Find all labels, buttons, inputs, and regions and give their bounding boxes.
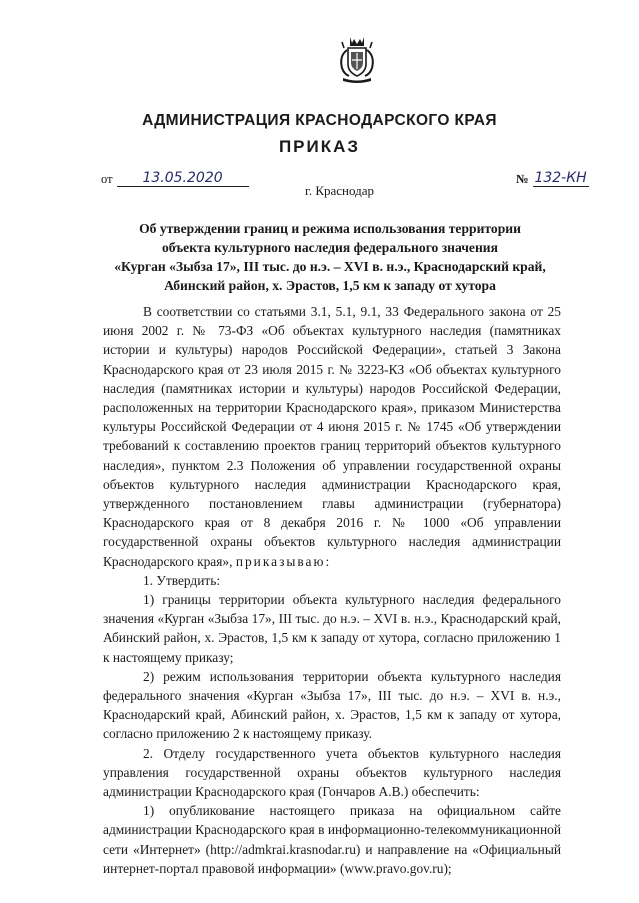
document-body	[103, 302, 561, 878]
preamble-text: В соответствии со статьями 3.1, 5.1, 9.1, 33 Федерального закона от 25 июня 2002 г. № 73-ФЗ «Об объектах культурного наследия (памятниках истории и культуры) народов Российской Федерации», статьей 3 Закона Краснодарского края от 23 июля 2015 г. № 3223-КЗ «Об объектах культурного наследия (памятниках истории и культуры) народов Российской Федерации, расположенных на территории Краснодарского края», приказом Министерства культуры Российской Федерации от 4 июня 2015 г. № 1745 «Об утверждении требований к составлению проектов границ территорий объектов культурного наследия», пунктом 2.3 Положения об управлении государственной охраны объектов культурного наследия администрации Краснодарского края, утвержденного постановлением главы администрации (губернатора) Краснодарского края от 8 декабря 2016 г. № 1000 «Об управлении государственной охраны объектов культурного наследия администрации Краснодарского края»,	[103, 304, 561, 569]
number-label: №	[516, 172, 529, 186]
title-line: объекта культурного наследия федерального значения	[162, 240, 498, 255]
title-line: Об утверждении границ и режима использования территории	[139, 221, 521, 236]
coat-of-arms-icon	[335, 34, 379, 84]
order-word: приказываю:	[235, 553, 332, 569]
clause-1-1: 1) границы территории объекта культурного наследия федерального значения «Курган «Зыбза 17», III тыс. до н.э. – XVI в. н.э., Краснодарский край, Абинский район, х. Эрастов, 1,5 км к западу от хутора, согласно приложению 1 к настоящему приказу;	[103, 592, 561, 665]
clause-1: 1. Утвердить:	[143, 572, 221, 588]
preamble-paragraph	[103, 302, 561, 571]
document-type: ПРИКАЗ	[278, 137, 361, 156]
date-field: 13.05.2020	[117, 170, 249, 187]
date-label: от	[101, 172, 113, 186]
title-line: Абинский район, х. Эрастов, 1,5 км к западу от хутора	[164, 278, 496, 293]
organization-name: АДМИНИСТРАЦИЯ КРАСНОДАРСКОГО КРАЯ	[142, 112, 497, 129]
city: г. Краснодар	[304, 183, 375, 198]
number-field: 132-КН	[534, 170, 587, 186]
clause-2-1: 1) опубликование настоящего приказа на официальном сайте администрации Краснодарского края в информационно-телекоммуникационной сети «Интернет» (http://admkrai.krasnodar.ru) и направление на «Официальный интернет-портал правовой информации» (www.pravo.gov.ru);	[103, 803, 561, 876]
title-line: «Курган «Зыбза 17», III тыс. до н.э. – XVI в. н.э., Краснодарский край,	[114, 259, 546, 274]
clause-1-2: 2) режим использования территории объекта культурного наследия федерального значения «Курган «Зыбза 17», III тыс. до н.э. – XVI в. н.э., Краснодарский край, Абинский район, х. Эрастов, 1,5 км к западу от хутора, согласно приложению 2 к настоящему приказу.	[103, 668, 561, 742]
document-title	[110, 219, 550, 295]
clause-2: 2. Отделу государственного учета объектов культурного наследия управления государственной охраны объектов культурного наследия администрации Краснодарского края (Гончаров А.В.) обеспечить:	[103, 745, 561, 800]
